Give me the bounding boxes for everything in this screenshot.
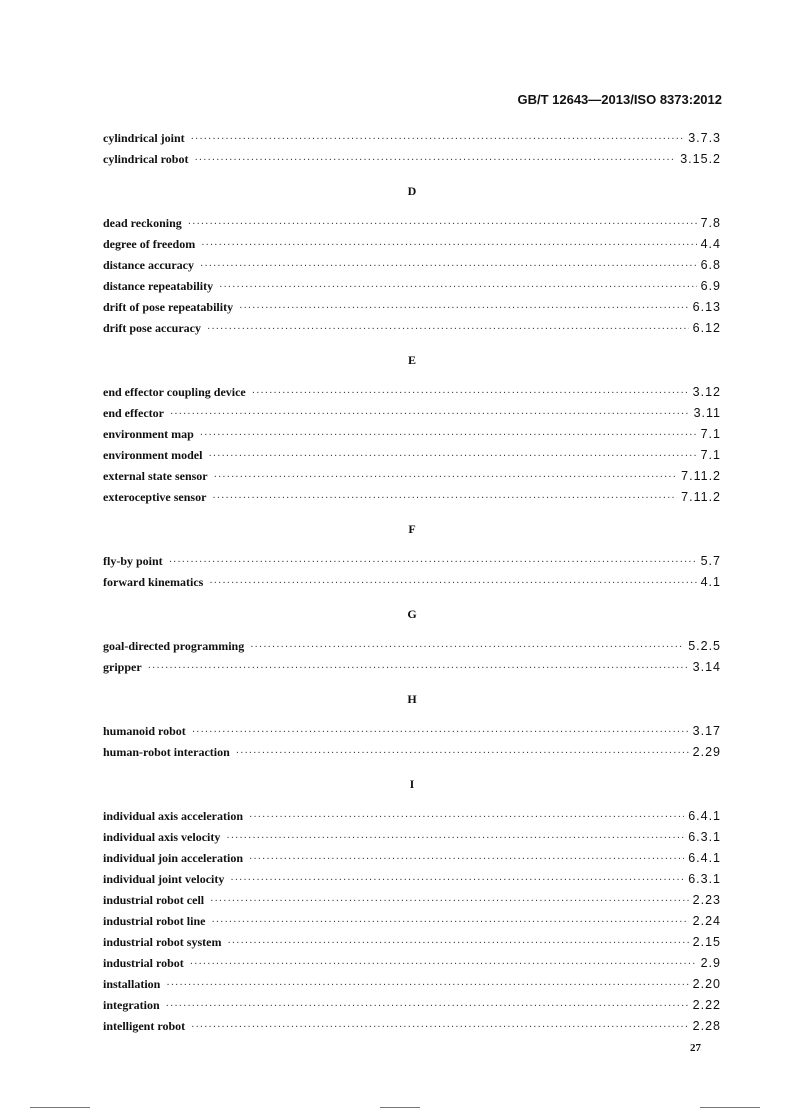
index-entry — [103, 213, 721, 234]
scan-edge-line — [30, 1107, 90, 1108]
entry-term: environment map — [103, 427, 194, 441]
index-entry — [103, 657, 721, 678]
entry-reference: 6.8 — [700, 258, 721, 272]
entry-term: cylindrical robot — [103, 152, 189, 166]
scan-edge-line — [700, 1107, 760, 1108]
entry-term: distance repeatability — [103, 279, 214, 293]
dot-leader — [191, 129, 685, 150]
index-entry — [103, 995, 721, 1016]
section-letter: E — [407, 353, 416, 367]
entry-term: individual axis velocity — [103, 830, 221, 844]
dot-leader — [227, 933, 688, 954]
dot-leader — [170, 404, 690, 425]
entry-reference: 2.28 — [692, 1019, 721, 1033]
entry-term: distance accuracy — [103, 258, 194, 272]
dot-leader — [207, 319, 689, 340]
index-entry — [103, 149, 721, 170]
index-entry — [103, 1016, 721, 1037]
dot-leader — [249, 849, 684, 870]
entry-term: individual joint velocity — [103, 872, 225, 886]
index-entry — [103, 234, 721, 255]
index-entry — [103, 424, 721, 445]
dot-leader — [211, 912, 688, 933]
index-entry — [103, 255, 721, 276]
entry-reference: 3.7.3 — [688, 131, 721, 145]
dot-leader — [190, 954, 697, 975]
index-entry — [103, 403, 721, 424]
index-entry — [103, 318, 721, 339]
entry-term: intelligent robot — [103, 1019, 186, 1033]
index-entry — [103, 551, 721, 572]
index-list — [103, 128, 721, 1037]
dot-leader — [236, 743, 689, 764]
entry-reference: 6.4.1 — [688, 851, 721, 865]
entry-reference: 3.11 — [693, 406, 721, 420]
entry-reference: 3.12 — [692, 385, 721, 399]
entry-term: end effector coupling device — [103, 385, 246, 399]
entry-term: industrial robot system — [103, 935, 222, 949]
dot-leader — [214, 467, 678, 488]
index-entry — [103, 869, 721, 890]
entry-reference: 4.4 — [700, 237, 721, 251]
section-letter: D — [407, 184, 417, 198]
entry-reference: 2.23 — [692, 893, 721, 907]
entry-reference: 7.11.2 — [681, 490, 721, 504]
dot-leader — [200, 425, 697, 446]
entry-reference: 7.11.2 — [681, 469, 721, 483]
entry-term: integration — [103, 998, 160, 1012]
entry-reference: 6.4.1 — [688, 809, 721, 823]
entry-reference: 7.1 — [700, 427, 721, 441]
entry-term: external state sensor — [103, 469, 208, 483]
entry-reference: 4.1 — [700, 575, 721, 589]
index-entry — [103, 487, 721, 508]
entry-reference: 5.2.5 — [688, 639, 721, 653]
index-entry — [103, 276, 721, 297]
dot-leader — [188, 214, 697, 235]
dot-leader — [192, 722, 689, 743]
index-entry — [103, 297, 721, 318]
entry-term: cylindrical joint — [103, 131, 185, 145]
dot-leader — [212, 488, 677, 509]
dot-leader — [200, 256, 697, 277]
index-entry — [103, 974, 721, 995]
entry-term: environment model — [103, 448, 203, 462]
entry-term: individual join acceleration — [103, 851, 244, 865]
entry-term: dead reckoning — [103, 216, 182, 230]
entry-reference: 6.9 — [700, 279, 721, 293]
scan-edge-line — [380, 1107, 420, 1108]
index-entry — [103, 636, 721, 657]
entry-term: gripper — [103, 660, 142, 674]
entry-reference: 2.24 — [692, 914, 721, 928]
entry-reference: 2.22 — [692, 998, 721, 1012]
index-entry — [103, 382, 721, 403]
index-entry — [103, 953, 721, 974]
entry-term: end effector — [103, 406, 164, 420]
entry-term: installation — [103, 977, 161, 991]
index-entry — [103, 742, 721, 763]
dot-leader — [191, 1017, 689, 1038]
dot-leader — [250, 637, 684, 658]
section-letter: H — [407, 692, 417, 706]
standard-header: GB/T 12643—2013/ISO 8373:2012 — [517, 92, 722, 107]
dot-leader — [252, 383, 689, 404]
entry-reference: 3.17 — [692, 724, 721, 738]
dot-leader — [166, 996, 689, 1017]
dot-leader — [239, 298, 689, 319]
index-entry — [103, 806, 721, 827]
entry-reference: 2.20 — [692, 977, 721, 991]
dot-leader — [208, 446, 696, 467]
index-entry — [103, 466, 721, 487]
section-letter: G — [407, 607, 417, 621]
dot-leader — [226, 828, 684, 849]
index-entry — [103, 445, 721, 466]
index-entry — [103, 721, 721, 742]
entry-term: degree of freedom — [103, 237, 196, 251]
dot-leader — [201, 235, 696, 256]
entry-term: drift pose accuracy — [103, 321, 201, 335]
dot-leader — [249, 807, 684, 828]
entry-reference: 6.13 — [692, 300, 721, 314]
entry-term: exteroceptive sensor — [103, 490, 207, 504]
dot-leader — [230, 870, 684, 891]
entry-reference: 7.8 — [700, 216, 721, 230]
entry-term: drift of pose repeatability — [103, 300, 234, 314]
index-entry — [103, 848, 721, 869]
entry-term: industrial robot cell — [103, 893, 205, 907]
entry-reference: 2.15 — [692, 935, 721, 949]
entry-reference: 2.29 — [692, 745, 721, 759]
entry-term: human-robot interaction — [103, 745, 230, 759]
index-entry — [103, 827, 721, 848]
entry-reference: 6.12 — [692, 321, 721, 335]
dot-leader — [209, 573, 696, 594]
entry-term: humanoid robot — [103, 724, 186, 738]
entry-term: goal-directed programming — [103, 639, 245, 653]
page-number: 27 — [690, 1042, 701, 1054]
entry-reference: 2.9 — [700, 956, 721, 970]
entry-reference: 6.3.1 — [688, 872, 721, 886]
section-letter: F — [408, 522, 416, 536]
entry-reference: 3.14 — [692, 660, 721, 674]
section-letter: I — [409, 777, 415, 791]
dot-leader — [194, 150, 676, 171]
dot-leader — [219, 277, 697, 298]
dot-leader — [148, 658, 689, 679]
entry-term: individual axis acceleration — [103, 809, 244, 823]
dot-leader — [169, 552, 697, 573]
entry-term: fly-by point — [103, 554, 163, 568]
entry-reference: 5.7 — [700, 554, 721, 568]
dot-leader — [166, 975, 688, 996]
index-entry — [103, 128, 721, 149]
entry-reference: 6.3.1 — [688, 830, 721, 844]
dot-leader — [210, 891, 689, 912]
entry-reference: 3.15.2 — [680, 152, 721, 166]
entry-term: industrial robot line — [103, 914, 206, 928]
entry-term: industrial robot — [103, 956, 184, 970]
index-entry — [103, 890, 721, 911]
index-entry — [103, 932, 721, 953]
entry-term: forward kinematics — [103, 575, 204, 589]
index-entry — [103, 572, 721, 593]
index-entry — [103, 911, 721, 932]
entry-reference: 7.1 — [700, 448, 721, 462]
